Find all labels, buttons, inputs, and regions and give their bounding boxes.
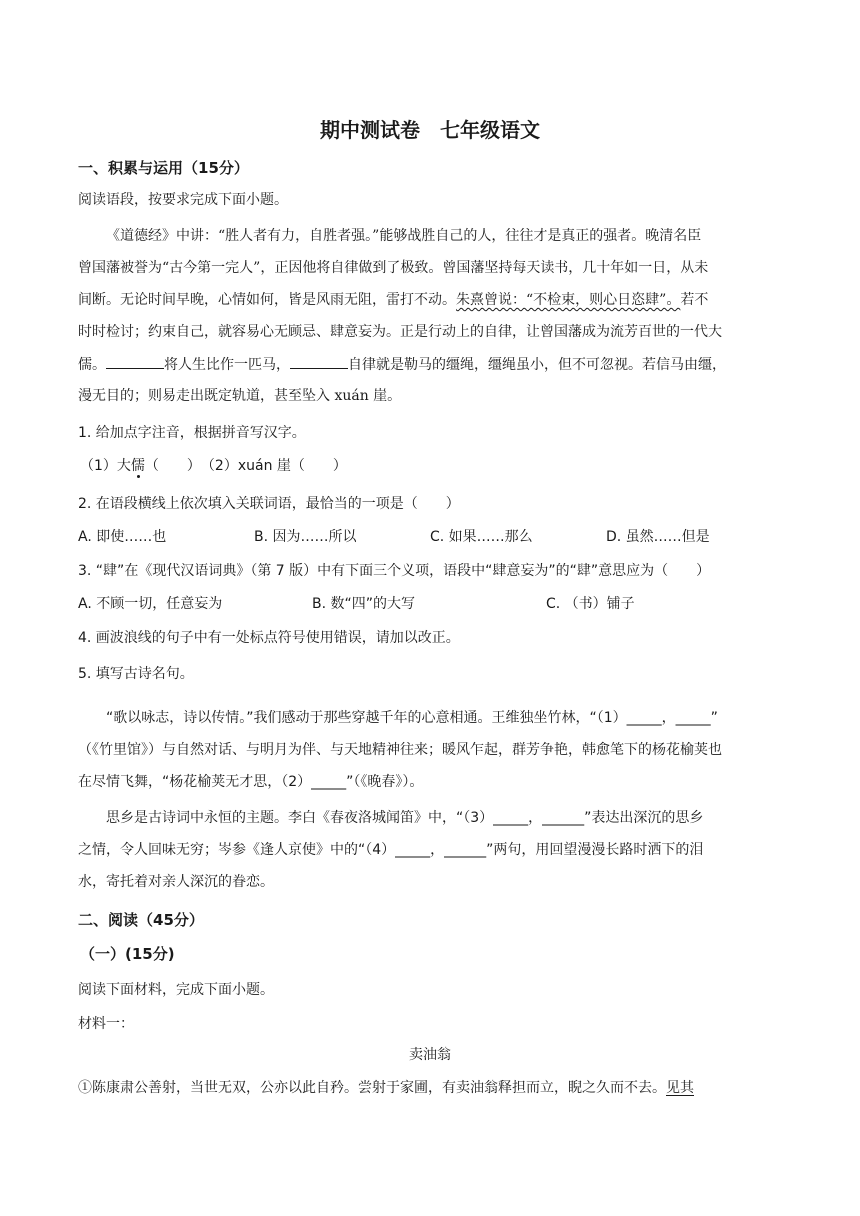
- passage-text: 自律就是勒马的缰绳，缰绳虽小，但不可忽视。若信马由缰，: [348, 357, 726, 373]
- passage-line: 《道德经》中讲：“胜人者有力，自胜者强。”能够战胜自己的人，往往才是真正的强者。晚清名臣: [106, 228, 702, 244]
- q3-option-b[interactable]: B. 数“四”的大写: [312, 596, 416, 612]
- section2-instruction: 阅读下面材料，完成下面小题。: [78, 982, 274, 998]
- passage-line: [78, 290, 708, 310]
- passage-text: 间断。无论时间早晚，心情如何，皆是风雨无阻，雷打不动。: [78, 292, 456, 308]
- material-text: ①陈康肃公善射，当世无双，公亦以此自矜。尝射于家圃，有卖油翁释担而立，睨之久而不去。: [78, 1080, 666, 1096]
- material-line: [78, 1078, 694, 1098]
- page-title: 期中测试卷 七年级语文: [320, 118, 540, 142]
- question-2-stem: 2. 在语段横线上依次填入关联词语，最恰当的一项是（ ）: [78, 496, 460, 512]
- q3-option-a[interactable]: A. 不顾一切，任意妄为: [78, 596, 223, 612]
- poem-paragraph-line: 在尽情飞舞，“杨花榆荚无才思，（2）_____”（《晚春》）。: [78, 774, 424, 790]
- dotted-character: 儒: [130, 458, 145, 474]
- question-1-parts: [80, 456, 347, 476]
- fill-blank[interactable]: [106, 354, 164, 369]
- q2-option-c[interactable]: C. 如果……那么: [430, 529, 533, 545]
- poem-paragraph-line: 之情，令人回味无穷；岑参《逢人京使》中的“（4）_____，______”两句，用回望漫漫长路时洒下的泪: [78, 842, 704, 858]
- q2-option-b[interactable]: B. 因为……所以: [254, 529, 357, 545]
- q1-part-text: （ ） （2）xuán 崖（ ）: [144, 458, 347, 474]
- section2-subheading: （一）(15分): [80, 945, 175, 963]
- passage-text: 若不: [680, 292, 709, 308]
- poem-paragraph-line: （《竹里馆》）与自然对话、与明月为伴、与天地精神往来；暖风乍起，群芳争艳，韩愈笔下的杨花榆荚也: [78, 742, 722, 758]
- poem-paragraph-line: “歌以咏志，诗以传情。”我们感动于那些穿越千年的心意相通。王维独坐竹林，“（1）_____，_____”: [106, 710, 718, 726]
- section2-heading: 二、阅读（45分）: [78, 911, 204, 929]
- passage-line: 时时检讨；约束自己，就容易心无顾忌、肆意妄为。正是行动上的自律，让曾国藩成为流芳百世的一代大: [78, 324, 722, 340]
- section1-heading: 一、积累与运用（15分）: [78, 159, 249, 177]
- underlined-text: 见其: [666, 1080, 694, 1096]
- question-4-stem: 4. 画波浪线的句子中有一处标点符号使用错误，请加以改正。: [78, 630, 460, 646]
- q2-option-d[interactable]: D. 虽然……但是: [606, 529, 710, 545]
- q2-option-a[interactable]: A. 即使……也: [78, 529, 167, 545]
- passage-text: 将人生比作一匹马，: [164, 357, 290, 373]
- question-5-stem: 5. 填写古诗名句。: [78, 666, 194, 682]
- passage-line: 漫无目的；则易走出既定轨道，甚至坠入 xuán 崖。: [78, 388, 402, 404]
- passage-text: 儒。: [78, 357, 106, 373]
- question-3-stem: 3. “肆”在《现代汉语词典》（第 7 版）中有下面三个义项，语段中“肆意妄为”的“肆”意思应为（ ）: [78, 563, 711, 579]
- material-title: 卖油翁: [409, 1047, 451, 1063]
- q1-part-text: （1）大: [80, 458, 131, 474]
- poem-paragraph-line: 水，寄托着对亲人深沉的眷恋。: [78, 874, 274, 890]
- passage-line: [78, 354, 726, 375]
- q3-option-c[interactable]: C. （书）铺子: [546, 596, 635, 612]
- fill-blank[interactable]: [290, 354, 348, 369]
- passage-line: 曾国藩被誉为“古今第一完人”，正因他将自律做到了极致。曾国藩坚持每天读书，几十年如一日，从未: [78, 260, 709, 276]
- material-label: 材料一：: [78, 1016, 134, 1032]
- question-1-stem: 1. 给加点字注音，根据拼音写汉字。: [78, 425, 306, 441]
- wavy-underlined-sentence: 朱熹曾说：“不检束，则心日恣肆”。: [456, 292, 681, 308]
- section1-instruction: 阅读语段，按要求完成下面小题。: [78, 192, 288, 208]
- poem-paragraph-line: 思乡是古诗词中永恒的主题。李白《春夜洛城闻笛》中，“（3）_____，______”表达出深沉的思乡: [106, 810, 704, 826]
